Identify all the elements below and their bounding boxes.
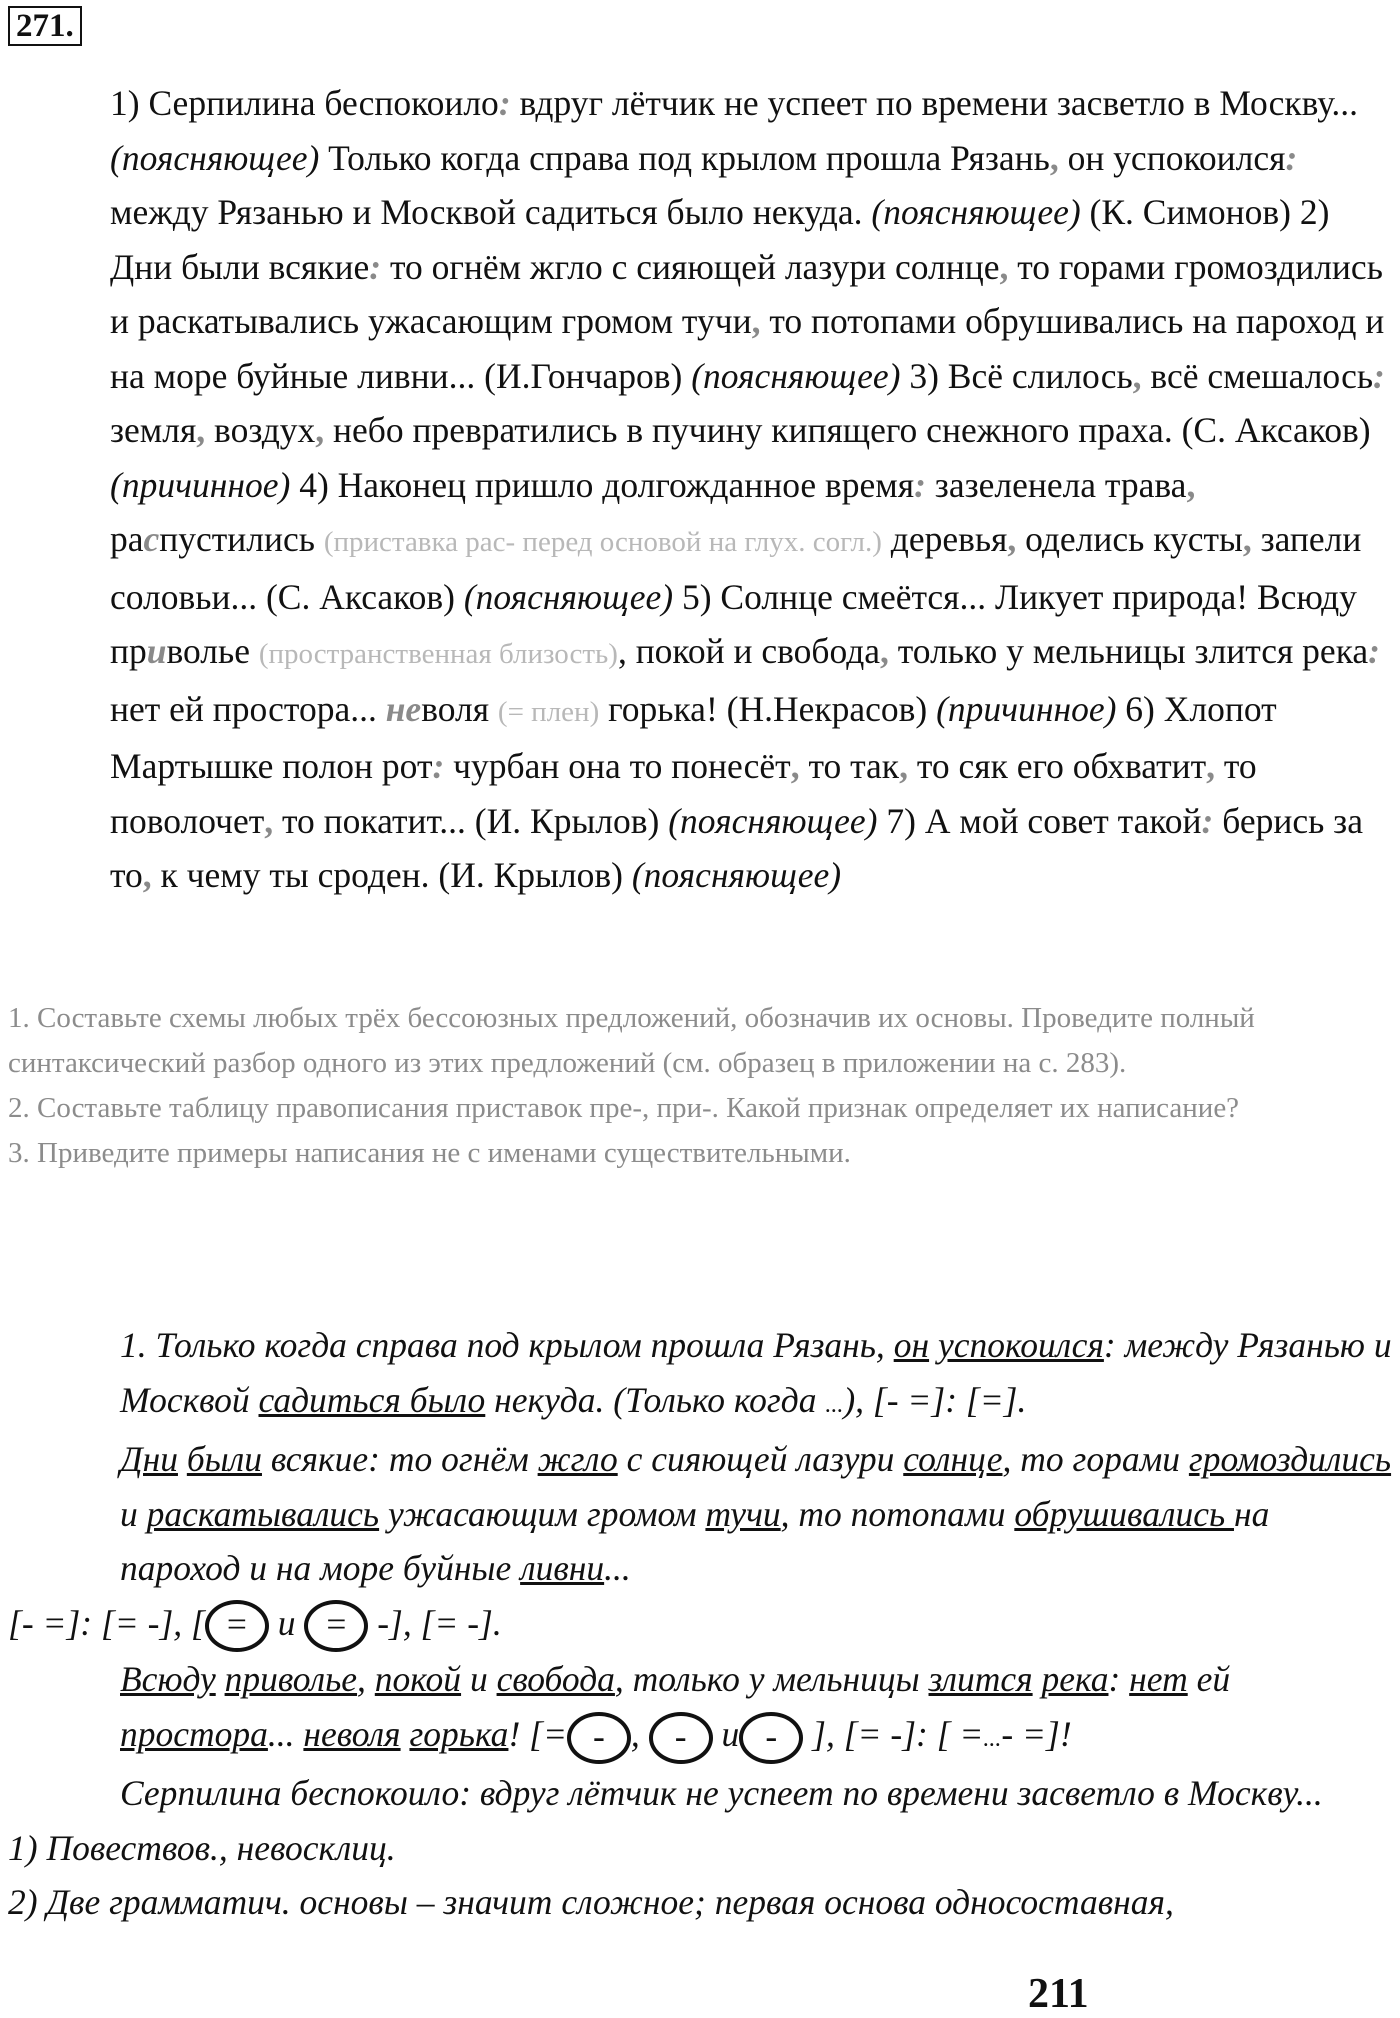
text: и bbox=[120, 1493, 147, 1534]
scheme: [- =]: [= -], [ bbox=[8, 1602, 205, 1643]
text: то так bbox=[808, 746, 900, 786]
spelling-note: (пространственная близость) bbox=[258, 638, 618, 670]
exercise-paragraph: 1) Серпилина беспокоило: вдруг лётчик не успеет по времени засветло в Москву... (поясняющее) Только когда справа под крылом прошла Рязань, он успокоился: между Рязанью и Москвой садиться было некуда. (поясняющее) (К. Симонов) 2) Дни были всякие: то огнём жгло с сияющей лазури солнце, то горами громоздились и раскатывались ужасающим громом тучи, то потопами обрушивались на пароход и на море буйные ливни... (И.Гончаров) (поясняющее) 3) Всё слилось, всё смешалось: земля, воздух, небо превратились в пучину кипящего снежного праха. (С. Аксаков) (причинное) 4) Наконец пришло долгожданное время: зазеленела трава, распустились (приставка рас- перед основой на глух. согл.) деревья, оделись кусты, запели соловьи... (С. Аксаков) (поясняющее) 5) Солнце смеётся... Ликует природа! Всюду приволье (пространственная близость), покой и свобода, только у мельницы злится река: нет ей простора... неволя (= плен) горька! (Н.Некрасов) (причинное) 6) Хлопот Мартышке полон рот: чурбан она то понесёт, то так, то сяк его обхватит, то поволочет, то покатит... (И. Крылов) (поясняющее) 7) А мой совет такой: берись за то, к чему ты сроден. (И. Крылов) (поясняющее) bbox=[110, 83, 1385, 895]
text: , bbox=[630, 1713, 649, 1754]
text: горька! (Н.Некрасов) bbox=[608, 688, 928, 729]
text: 1. Только когда справа под крылом прошла Рязань, bbox=[120, 1325, 894, 1365]
scheme: ), [- =]: [=]. bbox=[843, 1379, 1027, 1420]
subject: Дни bbox=[120, 1439, 178, 1479]
tasks-block bbox=[8, 996, 1392, 1176]
task-3: 3. Приведите примеры написания не с именами существительными. bbox=[8, 1137, 851, 1169]
text: то покатит... (И. Крылов) bbox=[281, 800, 660, 841]
task-1: 1. Составьте схемы любых трёх бессоюзных предложений, обозначив их основы. Проведите полный синтаксический разбор одного из этих предложений (см. образец в приложении на с. 283). bbox=[8, 1002, 1255, 1079]
punct-colon: : bbox=[432, 746, 445, 786]
text: покой и свобода bbox=[635, 631, 881, 671]
predicate: обрушивались bbox=[1014, 1493, 1234, 1534]
predicate: злится bbox=[928, 1659, 1033, 1700]
text: зазеленела трава bbox=[934, 464, 1187, 505]
type-label: (причинное) bbox=[936, 688, 1117, 729]
punct-comma: , bbox=[899, 746, 908, 786]
text: между Рязанью и Москвой садиться было некуда. bbox=[110, 192, 863, 232]
text: и bbox=[712, 1713, 740, 1754]
text: 4) Наконец пришло долгожданное время bbox=[299, 464, 915, 505]
punct-comma: , bbox=[1049, 137, 1059, 178]
type-label: (поясняющее) bbox=[668, 800, 878, 841]
text: он успокоился bbox=[1067, 137, 1286, 178]
text: , то потопами bbox=[780, 1493, 1015, 1534]
text: некуда. (Только когда bbox=[485, 1379, 826, 1420]
subject: река bbox=[1041, 1659, 1109, 1700]
spelling-note: (приставка рас- перед основой на глух. согл.) bbox=[323, 526, 882, 558]
punct-colon: : bbox=[498, 83, 511, 123]
circled-symbol: = bbox=[304, 1600, 368, 1652]
predicate: простора bbox=[120, 1713, 268, 1754]
text: пустились bbox=[159, 519, 315, 559]
type-label: (поясняющее) bbox=[110, 137, 320, 178]
text: ... bbox=[267, 1713, 304, 1754]
answer-sentence-3 bbox=[8, 1652, 1392, 1766]
text: нет ей простора... bbox=[110, 688, 377, 729]
text: то сяк его обхватит bbox=[916, 746, 1207, 786]
answer-scheme-2 bbox=[8, 1596, 1392, 1653]
text: чурбан она то понесёт bbox=[453, 746, 791, 786]
subject: ливни bbox=[520, 1548, 605, 1588]
exercise-text bbox=[8, 76, 1392, 903]
text: то поволочет bbox=[110, 746, 1257, 841]
subject: тучи bbox=[705, 1493, 781, 1534]
type-label: (поясняющее) bbox=[463, 576, 674, 617]
text: 6) Хлопот Мартышке полон рот bbox=[110, 688, 1277, 786]
punct-colon: : bbox=[1373, 355, 1385, 396]
text: то огнём жгло с сияющей лазури солнце bbox=[389, 246, 1000, 287]
answer-block bbox=[8, 1318, 1392, 1930]
answer-sentence-4: Серпилина беспокоило: вдруг лётчик не успеет по времени засветло в Москву... bbox=[120, 1773, 1323, 1814]
predicate: раскатывались bbox=[146, 1493, 380, 1534]
text: Только когда справа под крылом прошла Рязань bbox=[328, 137, 1050, 178]
text: запели соловьи... (С. Аксаков) bbox=[110, 519, 1362, 617]
text: небо превратились в пучину кипящего снежного праха. (С. Аксаков) bbox=[333, 410, 1371, 450]
text: воздух bbox=[214, 410, 316, 450]
text: Всюду bbox=[120, 1659, 216, 1700]
highlighted-letter: и bbox=[146, 631, 167, 671]
page-number: 211 bbox=[1028, 1971, 1089, 2017]
type-label: (поясняющее) bbox=[631, 855, 842, 895]
punct-comma: , bbox=[790, 746, 800, 786]
scheme: ], [= -]: [ = bbox=[803, 1713, 984, 1754]
text: : bbox=[1108, 1659, 1130, 1700]
text: , только у мельницы bbox=[614, 1659, 929, 1700]
text: с сияющей лазури bbox=[617, 1439, 904, 1479]
text: всякие: то огнём bbox=[261, 1439, 538, 1479]
text: деревья bbox=[890, 519, 1008, 559]
type-label: (поясняющее) bbox=[871, 192, 1081, 232]
punct-comma: , bbox=[1132, 355, 1142, 396]
text: ... bbox=[604, 1548, 631, 1588]
punct-comma: , bbox=[1242, 519, 1252, 559]
text: воля bbox=[421, 688, 490, 729]
circled-symbol: - bbox=[567, 1712, 631, 1764]
text: 5) Солнце смеётся... Ликует природа! Всюду пр bbox=[110, 576, 1357, 671]
scheme: ! [= bbox=[508, 1713, 567, 1754]
text: ей bbox=[1187, 1659, 1231, 1700]
spelling-note: (= плен) bbox=[497, 695, 600, 728]
predicate: были bbox=[186, 1439, 262, 1479]
analysis-line-1: 1) Повествов., невосклиц. bbox=[8, 1827, 396, 1868]
punct-comma: , bbox=[1206, 746, 1215, 786]
punct-comma: , bbox=[315, 410, 325, 450]
text: (К. Симонов) 2) Дни были всякие bbox=[110, 192, 1330, 287]
punct-comma: , bbox=[142, 855, 152, 895]
text: ужасающим громом bbox=[379, 1493, 706, 1534]
punct-colon: : bbox=[1368, 631, 1380, 671]
text: берись за то bbox=[110, 800, 1363, 895]
punct-colon: : bbox=[1285, 137, 1298, 178]
punct-comma: , bbox=[264, 800, 274, 841]
punct-colon: : bbox=[369, 246, 382, 287]
text: оделись кусты bbox=[1025, 519, 1243, 559]
scheme: -], [= -]. bbox=[368, 1602, 502, 1643]
punct-comma: , bbox=[999, 246, 1009, 287]
predicate: садиться было bbox=[258, 1379, 486, 1420]
subject: приволье bbox=[224, 1659, 358, 1700]
text: 1) Серпилина беспокоило bbox=[110, 83, 499, 123]
type-label: (причинное) bbox=[110, 464, 291, 505]
text: , то горами bbox=[1002, 1439, 1189, 1479]
text: : между Рязанью и Москвой bbox=[120, 1325, 1392, 1420]
text: волье bbox=[166, 631, 250, 671]
text: к чему ты сроден. (И. Крылов) bbox=[160, 855, 623, 895]
text: и bbox=[268, 1602, 305, 1643]
punct-comma: , bbox=[196, 410, 206, 450]
subject: он bbox=[893, 1325, 930, 1365]
text: только у мельницы злится река bbox=[897, 631, 1369, 671]
circled-symbol: = bbox=[205, 1600, 269, 1652]
ellipsis: ... bbox=[825, 1391, 844, 1418]
punct-comma: , bbox=[1007, 519, 1017, 559]
text: 7) А мой совет такой bbox=[886, 800, 1202, 841]
predicate: горька bbox=[409, 1713, 509, 1754]
text: то потопами обрушивались на пароход и на море буйные ливни... (И.Гончаров) bbox=[110, 301, 1385, 396]
analysis-line-2: 2) Две грамматич. основы – значит сложное; первая основа односоставная, bbox=[8, 1882, 1174, 1923]
punct-comma: , bbox=[751, 301, 761, 341]
text: на пароход и на море буйные bbox=[120, 1493, 1270, 1588]
subject: неволя bbox=[303, 1713, 401, 1754]
type-label: (поясняющее) bbox=[691, 355, 901, 396]
predicate: громоздились bbox=[1188, 1439, 1392, 1479]
exercise-number: 271. bbox=[8, 6, 82, 46]
ellipsis: ... bbox=[983, 1725, 1002, 1752]
answer-sentence-2 bbox=[8, 1432, 1392, 1596]
subject: свобода bbox=[496, 1659, 615, 1700]
predicate: успокоился bbox=[937, 1325, 1104, 1365]
text: вдруг лётчик не успеет по времени засветло в Москву... bbox=[519, 83, 1359, 123]
task-2: 2. Составьте таблицу правописания приставок пре-, при-. Какой признак определяет их написание? bbox=[8, 1092, 1240, 1124]
text: всё смешалось bbox=[1150, 355, 1374, 396]
circled-symbol: - bbox=[739, 1712, 803, 1764]
text: 3) Всё слилось bbox=[909, 355, 1133, 396]
highlighted-prefix: не bbox=[385, 688, 422, 729]
highlighted-letter: с bbox=[143, 519, 160, 559]
text: земля bbox=[110, 410, 197, 450]
circled-symbol: - bbox=[649, 1712, 713, 1764]
punct-colon: : bbox=[914, 464, 926, 505]
text: ра bbox=[110, 519, 144, 559]
subject: солнце bbox=[903, 1439, 1003, 1479]
text: и bbox=[461, 1659, 497, 1700]
answer-sentence-1 bbox=[8, 1318, 1392, 1432]
predicate: нет bbox=[1129, 1659, 1188, 1700]
text: , bbox=[357, 1659, 375, 1700]
punct-comma: , bbox=[1186, 464, 1196, 505]
predicate: жгло bbox=[537, 1439, 618, 1479]
punct-comma: , bbox=[880, 631, 889, 671]
subject: покой bbox=[374, 1659, 462, 1700]
text: то горами громоздились и раскатывались ужасающим громом тучи bbox=[110, 246, 1383, 341]
punct-colon: : bbox=[1201, 800, 1214, 841]
scheme: - =]! bbox=[1001, 1713, 1072, 1754]
